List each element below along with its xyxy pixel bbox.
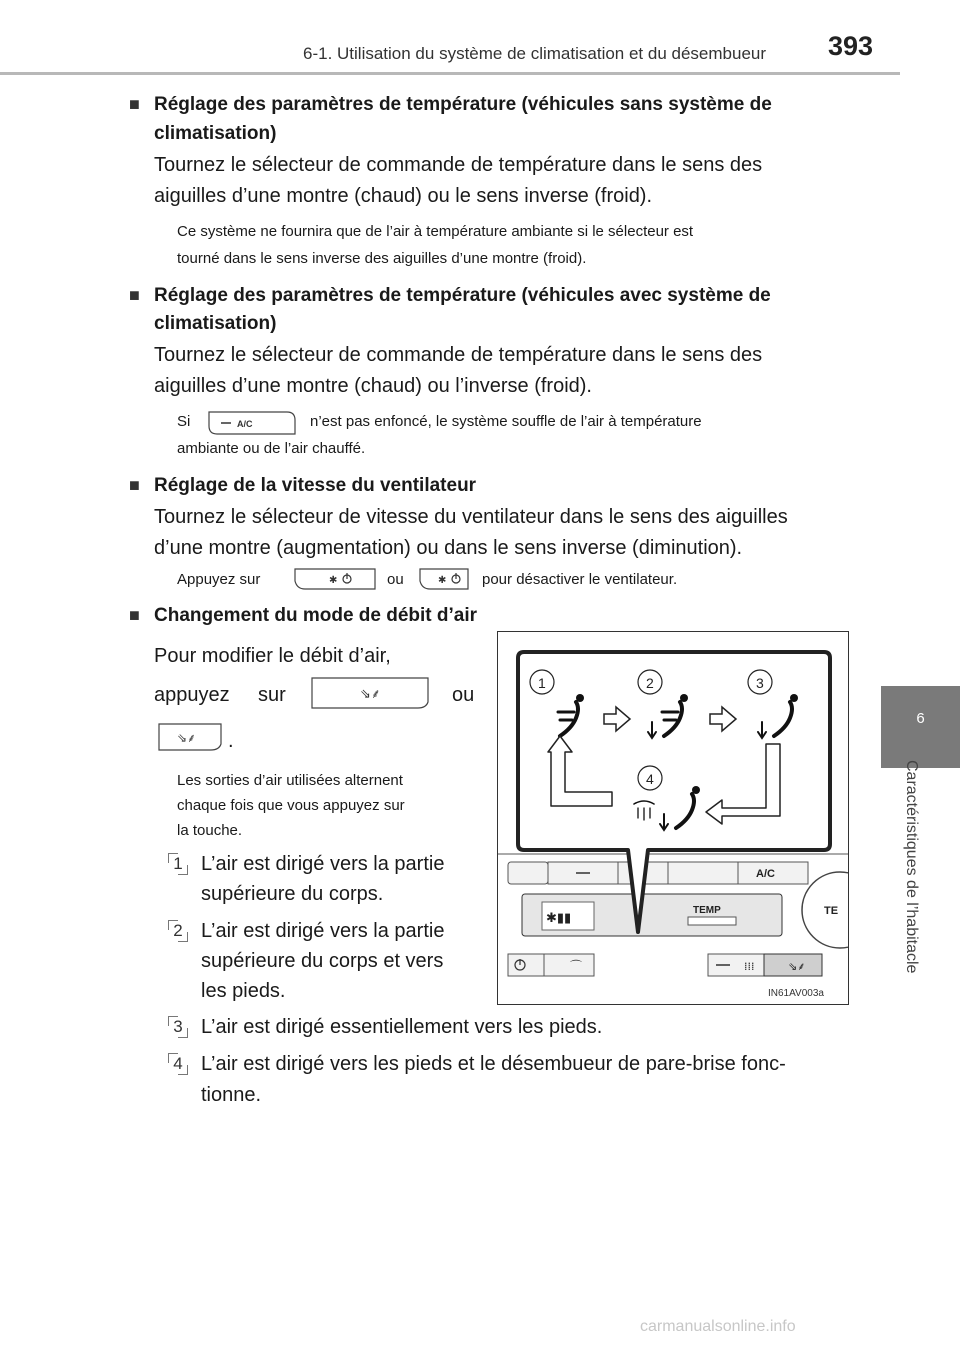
chapter-tab [881,686,960,768]
body-text: Tournez le sélecteur de commande de température dans le sens des [154,154,763,176]
item-number: 1 [168,853,188,875]
svg-text:⇘⸙: ⇘⸙ [788,960,806,973]
item-text: supérieure du corps et vers [201,950,444,972]
section-heading: Réglage des paramètres de température (véhicules sans système de [154,94,772,115]
svg-text:TEMP: TEMP [693,905,721,916]
note-text: Les sorties d’air utilisées alternent [177,772,403,789]
bullet-square-icon: ■ [129,475,140,495]
svg-text:⌒: ⌒ [570,959,583,973]
item-text: les pieds. [201,980,286,1002]
svg-text:2: 2 [646,675,654,691]
body-text: . [228,730,234,752]
note-text: ou [387,571,404,588]
body-text: d’une montre (augmentation) ou dans le sens inverse (diminution). [154,537,743,559]
section-heading-cont: climatisation) [154,123,277,144]
airflow-mode-button-icon [310,676,430,710]
body-text: aiguilles d’une montre (chaud) ou l’inverse (froid). [154,375,592,397]
header-rule [0,72,900,75]
section-heading: Réglage de la vitesse du ventilateur [154,475,477,496]
svg-text:1: 1 [538,675,546,691]
item-text: L’air est dirigé vers la partie [201,920,445,942]
item-number: 3 [168,1016,188,1038]
fan-off-button-icon [293,567,377,591]
item-text: tionne. [201,1084,262,1106]
svg-text:IN61AV003a: IN61AV003a [768,988,824,999]
svg-text:3: 3 [756,675,764,691]
airflow-mode-figure [497,631,849,1005]
item-number: 2 [168,920,188,942]
svg-text:⇘⸙: ⇘⸙ [360,687,381,702]
page-number: 393 [828,31,874,61]
svg-text:✱: ✱ [438,575,447,586]
airflow-mode-button-alt-icon [157,722,223,752]
chapter-label-text: Caractéristiques de l’habitacle [903,760,920,974]
body-text: ou [452,684,475,706]
note-text: n’est pas enfoncé, le système souffle de l’air à température [310,413,702,430]
section-heading: Changement du mode de débit d’air [154,605,478,626]
bullet-square-icon: ■ [129,285,140,305]
item-text: L’air est dirigé vers la partie [201,853,445,875]
note-text: ambiante ou de l’air chauffé. [177,440,366,457]
item-number: 4 [168,1053,188,1075]
svg-text:✱▮▮: ✱▮▮ [546,911,572,926]
fan-off-button-alt-icon [418,567,470,591]
footer-watermark[interactable]: carmanualsonline.info [640,1318,796,1335]
figure-illustration [498,632,848,1004]
chapter-number: 6 [916,710,925,727]
item-text: L’air est dirigé essentiellement vers les pieds. [201,1016,603,1038]
svg-text:✱: ✱ [329,575,338,586]
bullet-square-icon: ■ [129,94,140,114]
section-heading: Réglage des paramètres de température (véhicules avec système de [154,285,771,306]
body-text: Tournez le sélecteur de commande de température dans le sens des [154,344,763,366]
body-text: Tournez le sélecteur de vitesse du ventilateur dans le sens des aiguilles [154,506,788,528]
item-text: supérieure du corps. [201,883,384,905]
body-text: appuyez [154,684,230,706]
note-text: tourné dans le sens inverse des aiguilles d’une montre (froid). [177,250,587,267]
ac-button-icon [207,410,297,436]
svg-text:⁞⁞⁞: ⁞⁞⁞ [744,960,755,973]
svg-text:⇘⸙: ⇘⸙ [177,731,197,745]
svg-text:A/C: A/C [237,419,253,429]
note-text: chaque fois que vous appuyez sur [177,797,405,814]
item-text: L’air est dirigé vers les pieds et le désembueur de pare-brise fonc- [201,1053,786,1075]
note-text: la touche. [177,822,243,839]
note-text: Appuyez sur [177,571,261,588]
note-text: Si [177,413,191,430]
running-header: 6-1. Utilisation du système de climatisation et du désembueur [303,44,767,63]
svg-text:4: 4 [646,771,654,787]
note-text: pour désactiver le ventilateur. [482,571,678,588]
body-text: Pour modifier le débit d’air, [154,645,391,667]
note-text: Ce système ne fournira que de l’air à température ambiante si le sélecteur est [177,223,694,240]
section-heading-cont: climatisation) [154,313,277,334]
svg-text:TE: TE [824,905,839,917]
body-text: aiguilles d’une montre (chaud) ou le sens inverse (froid). [154,185,653,207]
body-text: sur [258,684,286,706]
bullet-square-icon: ■ [129,605,140,625]
svg-text:A/C: A/C [756,868,775,880]
